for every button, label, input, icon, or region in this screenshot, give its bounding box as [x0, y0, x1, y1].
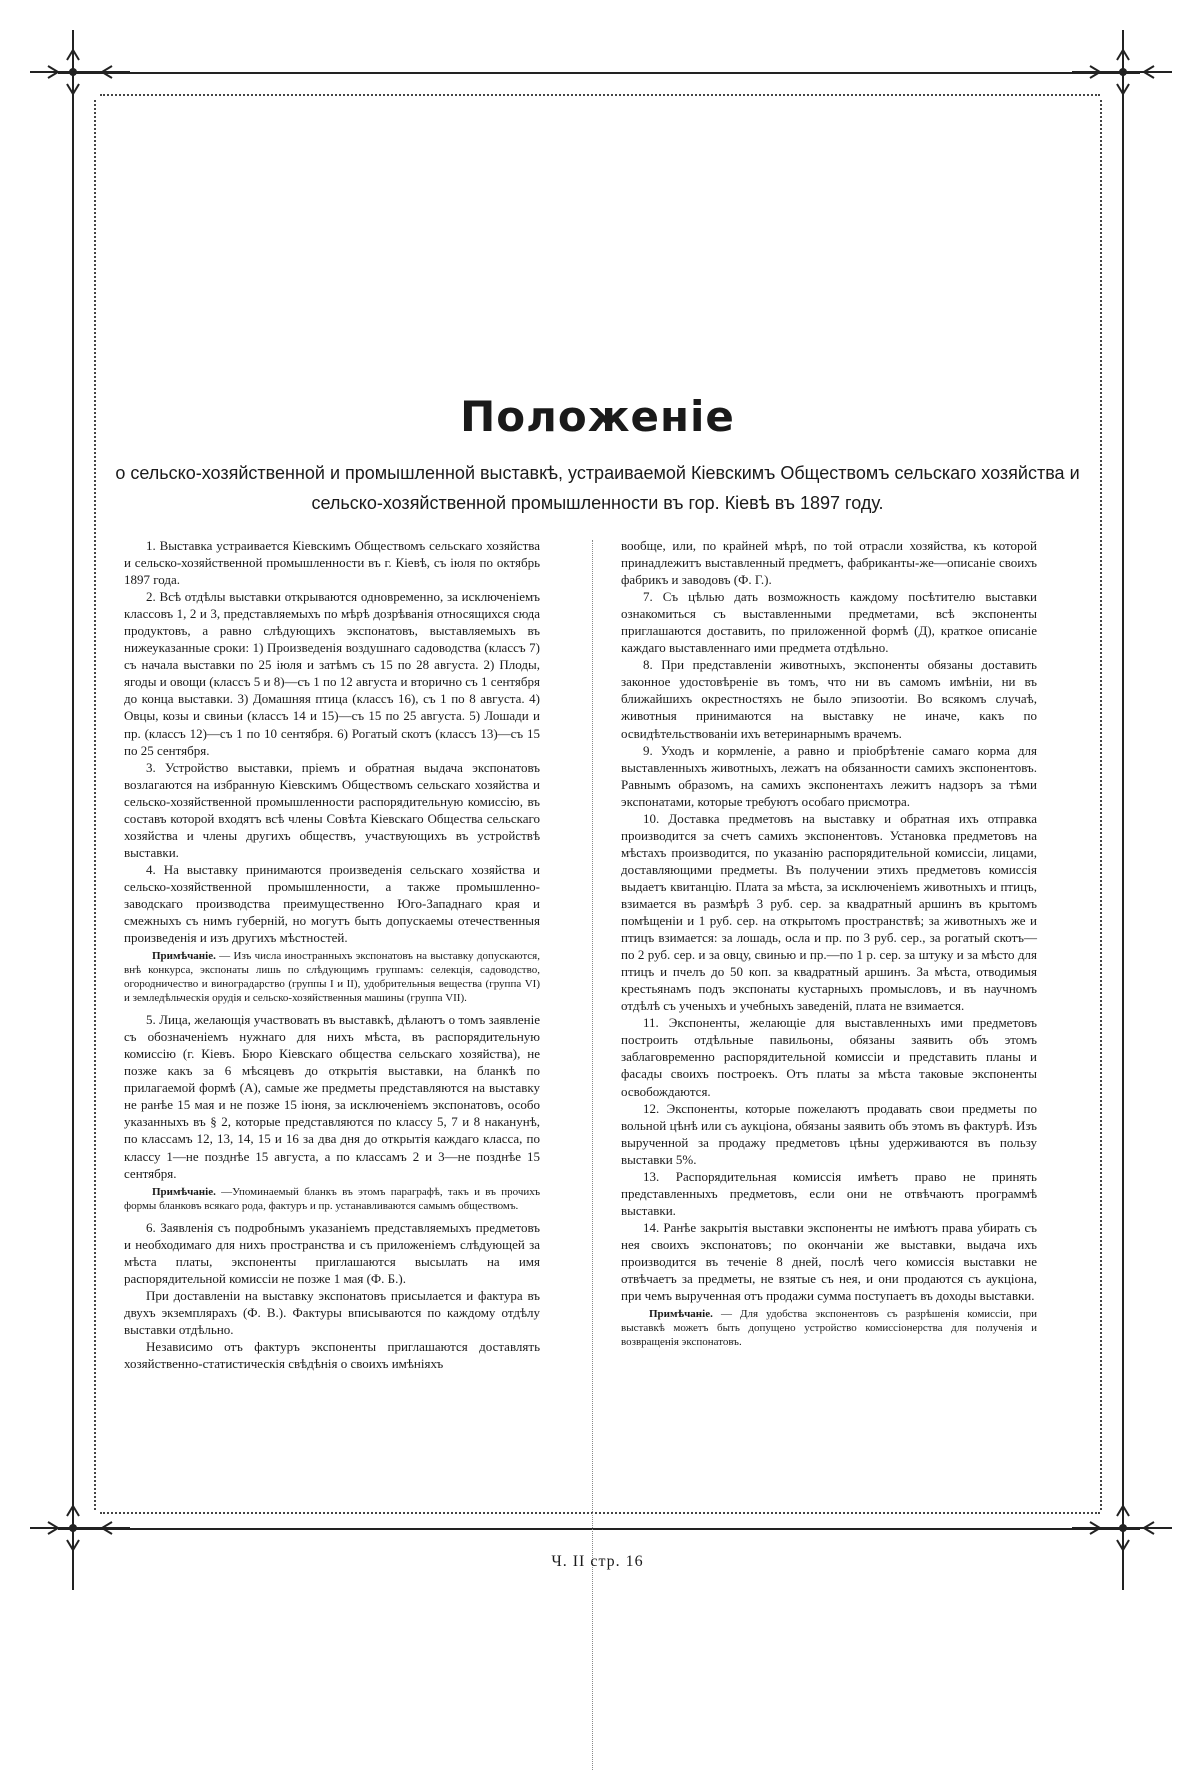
- frame-bottom-rule: [58, 1528, 1140, 1530]
- body-paragraph: 12. Экспоненты, которые пожелаютъ продавать свои предметы по вольной цѣнѣ или съ аукцiона, обязаны заявить объ этомъ въ фактурѣ. Изъ вырученной за продажу предметовъ цѣны удерживаются въ пользу выставки 5%.: [621, 1100, 1037, 1167]
- frame-right-rule: [1122, 60, 1124, 1590]
- frame-top-dotted-rule: [100, 94, 1100, 96]
- body-paragraph: 1. Выставка устраивается Кiевскимъ Обществомъ сельскаго хозяйства и сельско-хозяйственной промышленности въ г. Кiевѣ, съ iюля по октябрь 1897 года.: [124, 538, 540, 588]
- frame-bottom-dotted-rule: [100, 1512, 1100, 1514]
- body-paragraph: При доставленiи на выставку экспонатовъ присылается и фактура въ двухъ экземплярахъ (Ф. В.). Фактуры вписываются по каждому отдѣлу выставки отдѣльно.: [124, 1287, 540, 1337]
- body-paragraph: 8. При представленiи животныхъ, экспоненты обязаны доставить законное удостовѣренiе въ томъ, что ни въ самомъ имѣнiи, ни въ ближайшихъ окрестностяхъ не было эпизоотiи. Во всякомъ случаѣ, животныя принимаются на выставку не иначе, какъ по освидѣтельствованiи ихъ ветеринарнымъ врачемъ.: [621, 657, 1037, 741]
- edge-ornament-icon: [30, 1508, 130, 1548]
- edge-ornament-icon: [1072, 1508, 1172, 1548]
- body-paragraph: Независимо отъ фактуръ экспоненты приглашаются доставлять хозяйственно-статистическiя свѣдѣнiя о своихъ имѣнiяхъ: [124, 1338, 540, 1371]
- note-text: —Упоминаемый бланкъ въ этомъ параграфѣ, такъ и въ прочихъ формы бланковъ всякаго рода, фактуръ и пр. устанавливаются самымъ обществомъ.: [124, 1185, 541, 1212]
- body-paragraph: 10. Доставка предметовъ на выставку и обратная ихъ отправка производится за счетъ самихъ экспонентовъ. Установка предметовъ на мѣстахъ производится, по указанiю распорядительной комиссiи, лицами, доставляющими предметы. Въ получении этихъ предметовъ комиссiя выдаетъ квитанцiю. Плата за мѣста, за исключенiемъ животныхъ и птицъ, взимается въ размѣрѣ 3 руб. сер. за квадратный аршинъ въ крытомъ помѣщенiи и 1 руб. сер. на открытомъ пространствѣ; за животныхъ же и птицъ взимается: за лошадь, осла и пр. по 3 руб. сер., за рогатый скотъ—по 2 руб. сер. и за овцу, свинью и пр.—по 1 р. сер. за штуку и за мѣсто для птицъ и пчелъ до 50 коп. за квадратный аршинъ. За мѣста, отводимыя крестьянамъ подъ экспонаты кустарныхъ промысловъ, и въ научномъ отдѣлѣ съ ученыхъ и учебныхъ заведенiй, плата не взимается.: [621, 810, 1037, 1014]
- note-label: Примѣчанiе.: [649, 1308, 713, 1321]
- frame-left-dotted-rule: [94, 100, 96, 1510]
- frame-right-dotted-rule: [1100, 100, 1102, 1510]
- column-divider: [592, 540, 593, 1770]
- body-paragraph: 7. Съ цѣлью дать возможность каждому посѣтителю выставки ознакомиться съ выставленными предметами, всѣ экспоненты приглашаются доставить, по приложенной формѣ (Д), краткое описанiе каждаго выставленнаго ими предмета отдѣльно.: [621, 589, 1037, 656]
- body-paragraph: 11. Экспоненты, желающiе для выставленныхъ ими предметовъ построить отдѣльные павильоны, обязаны заявить объ этомъ заблаговременно распорядительной комиссiи и представить планы и фасады своихъ построекъ. Отъ платы за мѣста таковые экспоненты освобождаются.: [621, 1015, 1037, 1099]
- body-paragraph: 4. На выставку принимаются произведенiя сельскаго хозяйства и сельско-хозяйственной промышленности, а также промышленно-заводскаго производства преимущественно Юго-Западнаго края и смежныхъ съ нимъ губернiй, но могутъ быть допускаемы отечественныя произведенiя и изъ другихъ мѣстностей.: [124, 861, 540, 946]
- body-paragraph: 5. Лица, желающiя участвовать въ выставкѣ, дѣлаютъ о томъ заявленiе съ обозначенiемъ нужнаго для нихъ мѣста, въ распорядительную комиссiю (г. Кiевъ. Бюро Кiевскаго общества сельскаго хозяйства), не позже какъ за 6 мѣсяцевъ до открытiя выставки, на бланкѣ по прилагаемой формѣ (А), самые же предметы представляются на выставку не ранѣе 15 мая и не позже 15 iюня, за исключенiемъ экспонатовъ, особо указанныхъ въ § 2, которые представляются по классу 5, 7 и 8 наканунѣ, по классамъ 12, 13, 14, 15 и 16 за два дня до открытiя каждаго класса, по классу 1—не позднѣе 15 августа, а по классамъ 2 и 3—не позднѣе 15 сентября.: [124, 1012, 540, 1181]
- note-label: Примѣчанiе.: [152, 950, 216, 963]
- note-paragraph: [621, 1307, 1037, 1349]
- edge-ornament-icon: [30, 52, 130, 92]
- note-paragraph: [124, 949, 540, 1005]
- body-paragraph: 6. Заявленiя съ подробнымъ указанiемъ представляемыхъ предметовъ и необходимаго для нихъ пространства и съ приложенiемъ слѣдующей за мѣста платы, экспоненты приглашаются высылать на имя распорядительной комиссiи не позже 1 мая (Ф. Б.).: [124, 1219, 540, 1286]
- body-paragraph: 3. Устройство выставки, прiемъ и обратная выдача экспонатовъ возлагаются на избранную Кiевскимъ Обществомъ сельскаго хозяйства и сельско-хозяйственной промышленности распорядительную комиссiю, въ составъ которой входятъ всѣ члены Совѣта Кiевскаго Общества сельскаго хозяйства и члены другихъ обществъ, участвующихъ въ устройствѣ выставки.: [124, 759, 540, 860]
- body-paragraph: 14. Ранѣе закрытiя выставки экспоненты не имѣютъ права убирать съ нея своихъ экспонатовъ; по окончанiи же выставки, выдача ихъ производится въ теченiе 8 дней, послѣ чего комиссiя выставки не отвѣчаетъ за предметы, не взятые съ нея, и они продаются съ аукцiона, при чемъ вырученная отъ продажи сумма поступаетъ въ доходы выставки.: [621, 1219, 1037, 1304]
- page-subtitle: о сельско-хозяйственной и промышленной выставкѣ, устраиваемой Кiевскимъ Обществомъ сельскаго хозяйства и сельско-хозяйственной промышленности въ гор. Кiевѣ въ 1897 году.: [115, 463, 1080, 513]
- page-title: Положенiе: [460, 392, 735, 441]
- note-text: — Изъ числа иностранныхъ экспонатовъ на выставку допускаются, внѣ конкурса, экспонаты лишь по слѣдующимъ группамъ: селекцiя, садоводство, огородничество и виноградарство (группы I и II), удобрительныя вещества (группа VI) и земледѣльческiя орудiя и сельско-хозяйственныя машины (группа VII).: [124, 950, 540, 1005]
- frame-top-rule: [58, 72, 1140, 74]
- edge-ornament-icon: [1072, 52, 1172, 92]
- left-text-column: [124, 537, 540, 1372]
- right-text-column: [621, 537, 1037, 1355]
- body-paragraph: 13. Распорядительная комиссiя имѣетъ право не принять представленныхъ предметовъ, если они не отвѣчаютъ программѣ выставки.: [621, 1168, 1037, 1218]
- body-paragraph: 9. Уходъ и кормленiе, а равно и прiобрѣтенiе самаго корма для выставленныхъ животныхъ, лежатъ на обязанности самихъ экспонентовъ. Равнымъ образомъ, на самихъ экспонентахъ лежитъ надзоръ за тѣми экспонатами, которые требуютъ особаго присмотра.: [621, 742, 1037, 809]
- frame-left-rule: [72, 60, 74, 1590]
- body-paragraph: 2. Всѣ отдѣлы выставки открываются одновременно, за исключенiемъ классовъ 1, 2 и 3, представляемыхъ по мѣрѣ дозрѣванiя относящихся сюда продуктовъ, а равно слѣдующихъ экспонатовъ, выставляемыхъ въ нижеуказанные сроки: 1) Произведенiя воздушнаго садоводства (классъ 7) съ начала выставки по 25 iюля и затѣмъ съ 15 по 28 августа. 2) Плоды, ягоды и овощи (классъ 5 и 8)—съ 1 по 12 августа и вторично съ 1 сентября до конца выставки. 3) Домашняя птица (классъ 16), съ 1 по 8 августа. 4) Овцы, козы и свиньи (классъ 14 и 15)—съ 15 по 25 августа. 5) Лошади и пр. (классъ 12)—съ 1 по 10 сентября. 6) Рогатый скотъ (классъ 13)—съ 15 по 25 сентября.: [124, 589, 540, 758]
- continued-paragraph: вообще, или, по крайней мѣрѣ, по той отрасли хозяйства, къ которой принадлежитъ выставленный предметъ, фабриканты-же—описанiе своихъ фабрикъ и заводовъ (Ф. Г.).: [621, 538, 1037, 588]
- note-text: — Для удобства экспонентовъ съ разрѣшенiя комиссiи, при выставкѣ можетъ быть допущено устройство комиссiонерства для полученiя и возвращенiя экспонатовъ.: [621, 1308, 1037, 1349]
- note-paragraph: [124, 1185, 540, 1213]
- note-label: Примѣчанiе.: [152, 1185, 216, 1198]
- page-footer: Ч. II стр. 16: [551, 1553, 644, 1570]
